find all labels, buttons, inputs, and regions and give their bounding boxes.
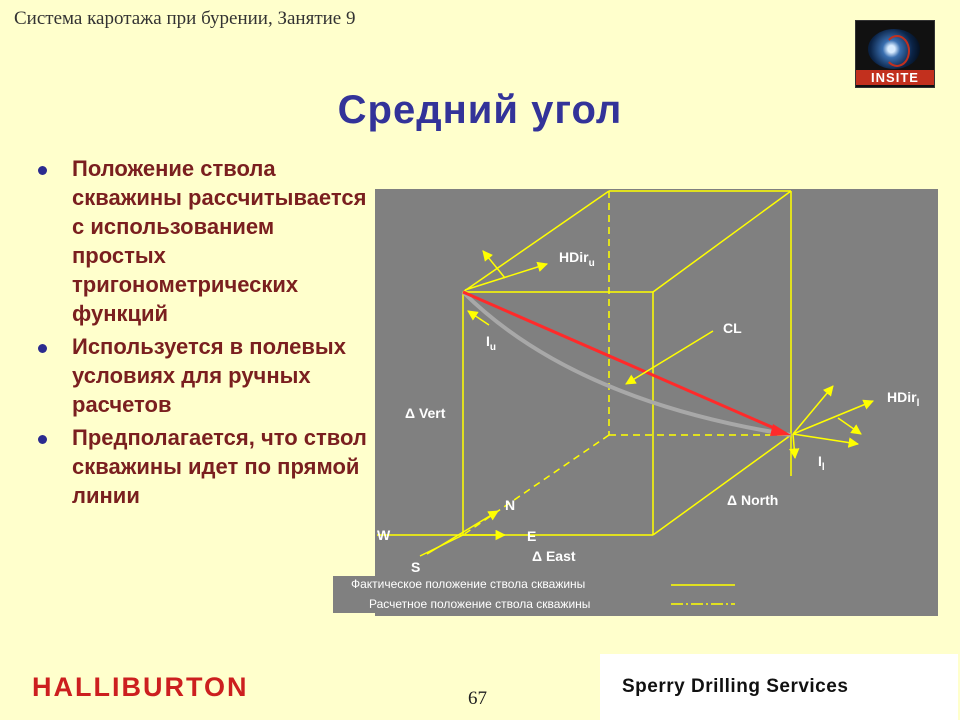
legend-calculated-label: Расчетное положение ствола скважины [369, 597, 591, 611]
sperry-logo-box [600, 654, 958, 720]
bullet-dot-icon [38, 166, 47, 175]
inclination-lower-label: $I_l$ [818, 453, 825, 473]
west-label: W [377, 527, 391, 543]
halliburton-logo: HALLIBURTON [32, 672, 249, 702]
bullet-list [38, 154, 368, 514]
legend-actual-label: Фактическое положение ствола скважины [351, 577, 586, 591]
hdir-upper-label: HDir$_u$ [559, 249, 595, 269]
bullet-dot-icon [38, 435, 47, 444]
course-length-label: CL [723, 320, 742, 336]
east-label: E [527, 528, 537, 544]
hdir-lower-label: HDir$_l$ [887, 389, 920, 409]
insite-logo [855, 20, 935, 88]
page-number: 67 [468, 688, 487, 709]
logo-text: INSITE [856, 70, 934, 85]
delta-east-label: Δ East [532, 548, 576, 564]
south-label: S [411, 559, 421, 575]
sperry-logo: Sperry Drilling Services [622, 676, 849, 697]
delta-vert-label: Δ Vert [405, 405, 446, 421]
north-label: N [505, 497, 516, 513]
course-title: Система каротажа при бурении, Занятие 9 [14, 8, 356, 29]
slide-title: Средний угол [337, 88, 623, 132]
bullet-dot-icon [38, 344, 47, 353]
bullet-item: Предполагается, что ствол скважины идет по прямой линии [38, 423, 368, 510]
bullet-item: Положение ствола скважины рассчитывается с использованием простых тригонометрических функций [38, 154, 368, 328]
inclination-upper-label: $I_u$ [486, 333, 496, 353]
borehole-diagram [333, 186, 938, 616]
delta-north-label: Δ North [727, 492, 779, 508]
bullet-item: Используется в полевых условиях для ручных расчетов [38, 332, 368, 419]
